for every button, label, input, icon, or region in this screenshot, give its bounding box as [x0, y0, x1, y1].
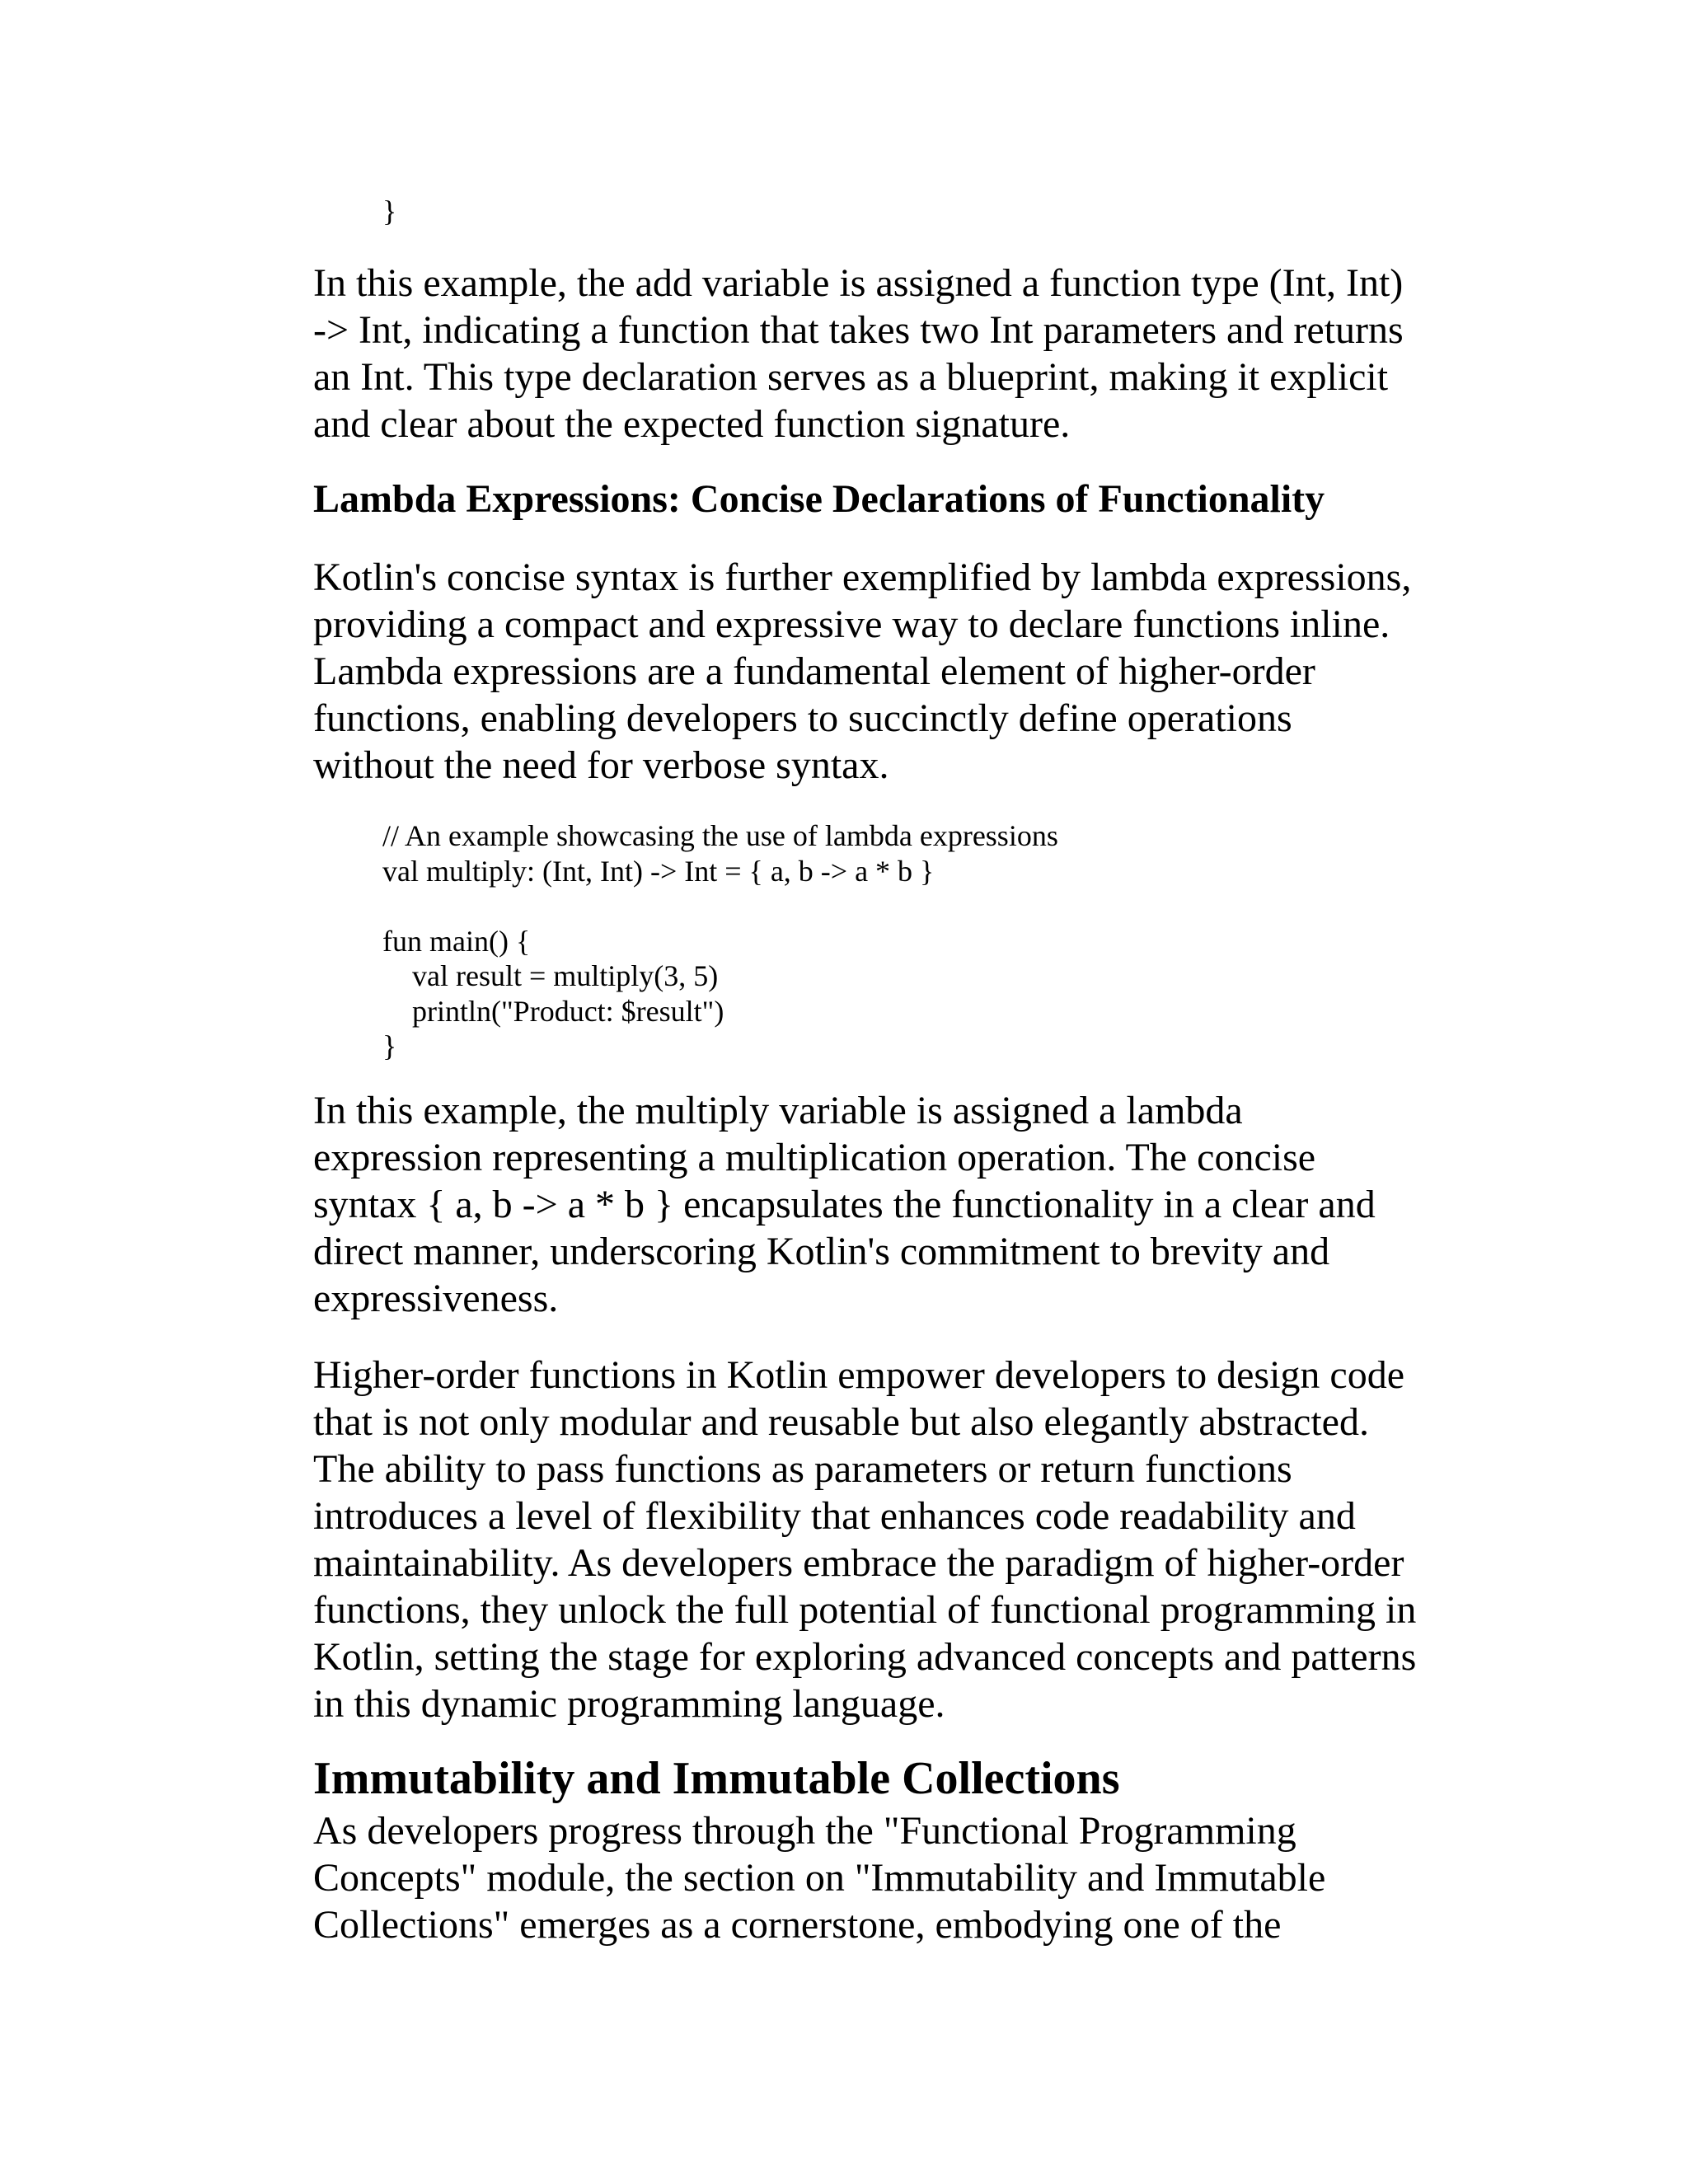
section-heading-immutability: Immutability and Immutable Collections	[313, 1753, 1120, 1804]
code-block-end: }	[382, 194, 397, 227]
code-block-lambda: // An example showcasing the use of lambda expressions val multiply: (Int, Int) -> Int = { a, b -> a * b } fun main() { val result = multiply(3, 5) println("Product: $result") }	[382, 819, 1058, 1062]
paragraph-immutability-intro: As developers progress through the "Functional Programming Concepts" module, the section on "Immutability and Immutable Collections" emerges as a cornerstone, embodying one of the	[313, 1809, 1326, 1947]
paragraph-lambda-example: In this example, the multiply variable is assigned a lambda expression representing a multiplication operation. The concise syntax { a, b -> a * b } encapsulates the functionality in a clear and direct manner, underscoring Kotlin's commitment to brevity and expressiveness.	[313, 1089, 1376, 1320]
paragraph-higher-order: Higher-order functions in Kotlin empower developers to design code that is not only modular and reusable but also elegantly abstracted. The ability to pass functions as parameters or return functions introduces a level of flexibility that enhances code readability and maintainability. As developers embrace the paradigm of higher-order functions, they unlock the full potential of functional programming in Kotlin, setting the stage for exploring advanced concepts and patterns in this dynamic programming language.	[313, 1353, 1417, 1726]
paragraph-lambda-intro: Kotlin's concise syntax is further exemplified by lambda expressions, providing a compact and expressive way to declare functions inline. Lambda expressions are a fundamental element of higher-order functions, enabling developers to succinctly define operations without the need for verbose syntax.	[313, 555, 1412, 787]
section-heading-lambda: Lambda Expressions: Concise Declarations of Functionality	[313, 477, 1325, 521]
paragraph-function-type: In this example, the add variable is assigned a function type (Int, Int) -> Int, indicating a function that takes two Int parameters and returns an Int. This type declaration serves as a blueprint, making it explicit and clear about the expected function signature.	[313, 261, 1404, 446]
